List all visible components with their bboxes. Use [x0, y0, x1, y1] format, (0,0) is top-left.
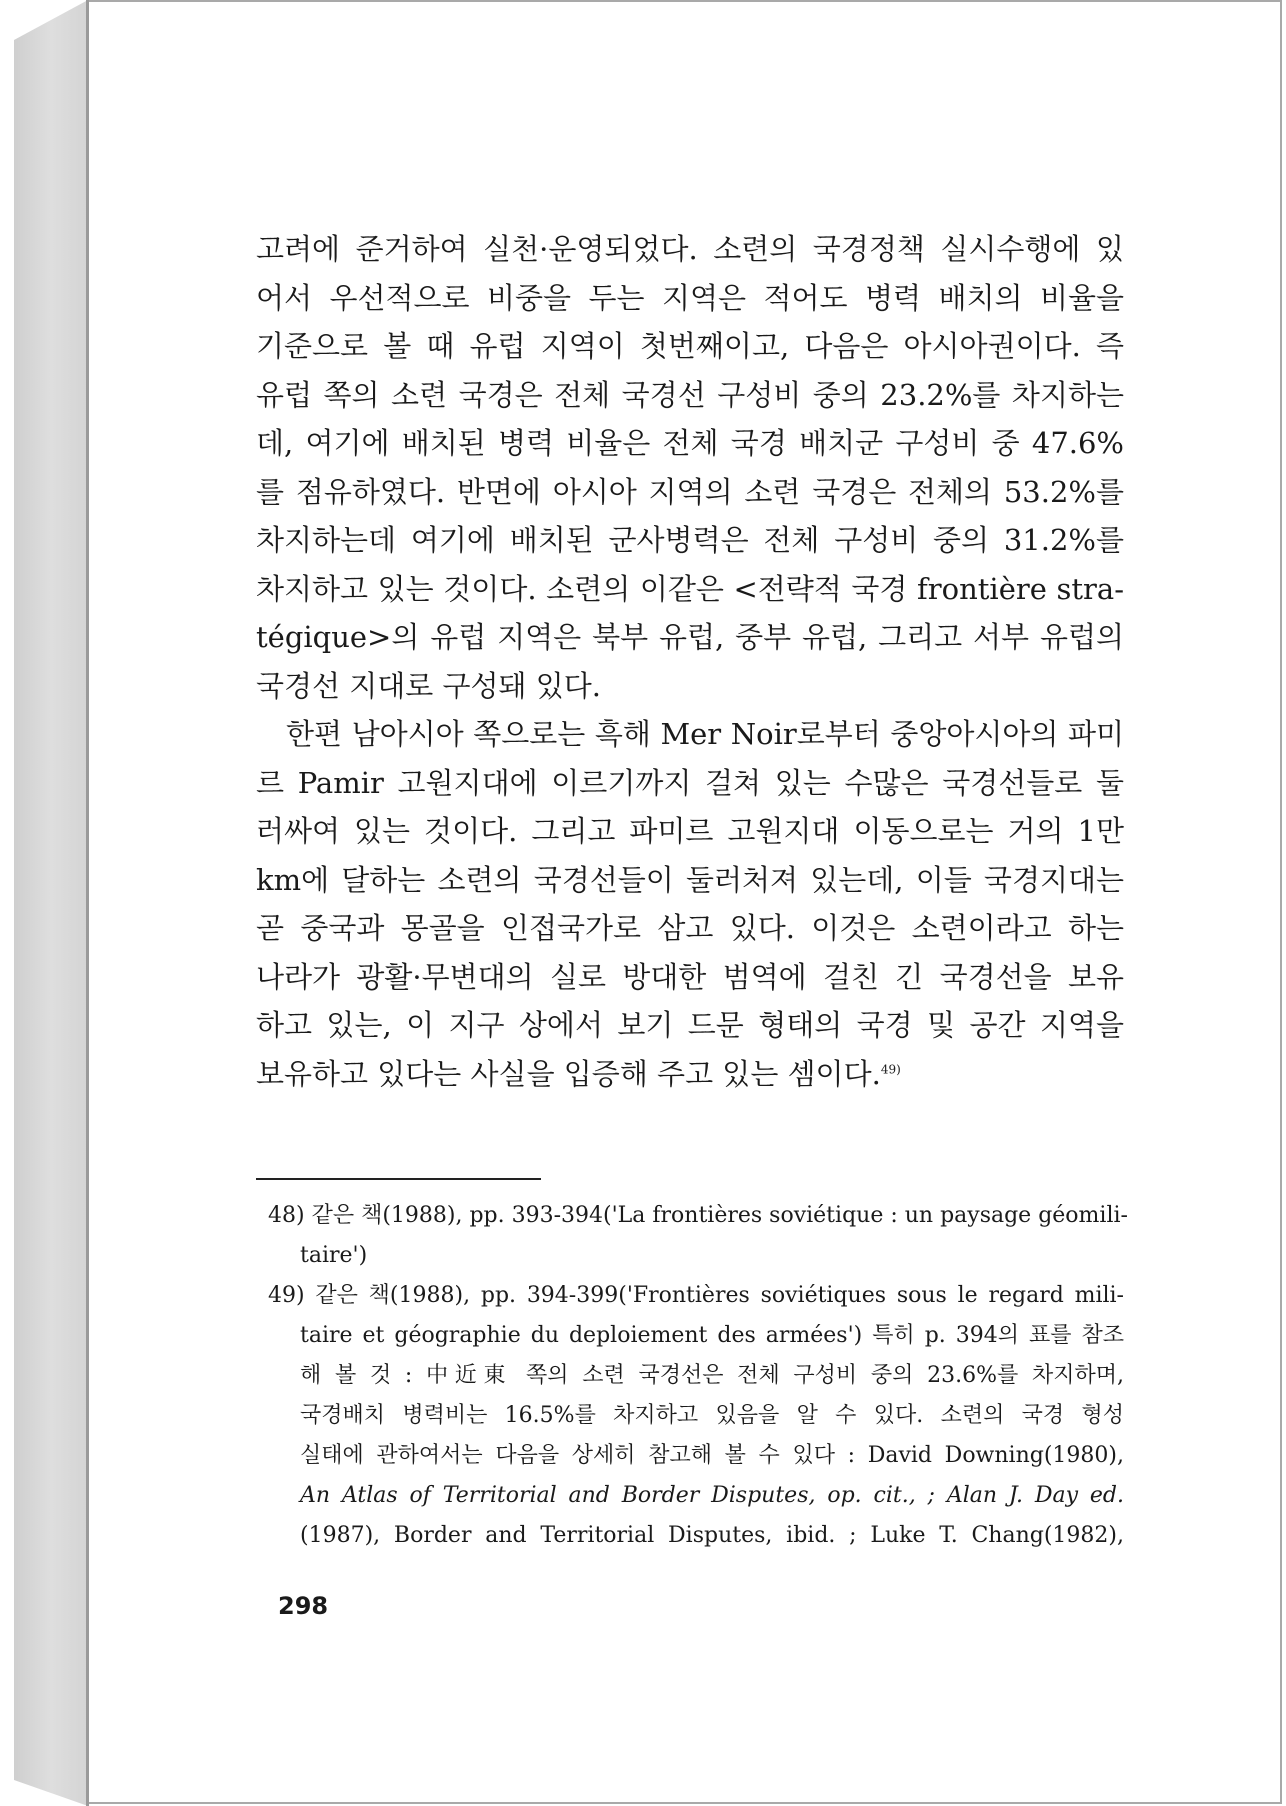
body-line-4: 유럽 쪽의 소련 국경은 전체 국경선 구성비 중의 23.2%를 차지하는 [256, 377, 1124, 412]
body-text [256, 225, 1124, 1098]
footnote-49-line-4: 국경배치 병력비는 16.5%를 차지하고 있음을 알 수 있다. 소련의 국경 형성 [300, 1403, 1124, 1428]
book-spine [14, 0, 88, 1806]
body-line-14: km에 달하는 소련의 국경선들이 둘러처져 있는데, 이들 국경지대는 [256, 862, 1124, 897]
body-line-3: 기준으로 볼 때 유럽 지역이 첫번째이고, 다음은 아시아권이다. 즉 [256, 329, 1124, 363]
footnote-49-line-3: 해 볼 것 : 中近東 쪽의 소련 국경선은 전체 구성비 중의 23.6%를 차지하며, [300, 1363, 1124, 1388]
body-line-5: 데, 여기에 배치된 병력 비율은 전체 국경 배치군 구성비 중 47.6% [256, 426, 1124, 460]
body-line-12: 르 Pamir 고원지대에 이르기까지 걸쳐 있는 수많은 국경선들로 둘 [256, 765, 1124, 800]
footnote-separator [256, 1178, 541, 1180]
body-line-9: tégique>의 유럽 지역은 북부 유럽, 중부 유럽, 그리고 서부 유럽의 [256, 620, 1124, 654]
body-line-13: 러싸여 있는 것이다. 그리고 파미르 고원지대 이동으로는 거의 1만 [256, 814, 1124, 848]
footnote-49-line-2: taire et géographie du deploiement des armées') 특히 p. 394의 표를 참조 [300, 1323, 1124, 1348]
footnote-49-line-6: An Atlas of Territorial and Border Disputes, op. cit., ; Alan J. Day ed. [300, 1483, 1124, 1508]
body-line-18-text: 보유하고 있다는 사실을 입증해 주고 있는 셈이다. [256, 1056, 881, 1091]
body-line-10: 국경선 지대로 구성돼 있다. [256, 668, 602, 703]
body-line-7: 차지하는데 여기에 배치된 군사병력은 전체 구성비 중의 31.2%를 [256, 523, 1124, 557]
footnote-reference-49[interactable]: 49) [880, 1061, 901, 1076]
body-line-11: 한편 남아시아 쪽으로는 흑해 Mer Noir로부터 중앙아시아의 파미 [286, 717, 1124, 751]
body-line-6: 를 점유하였다. 반면에 아시아 지역의 소련 국경은 전체의 53.2%를 [256, 474, 1124, 509]
footnote-48-line-2: taire') [300, 1243, 368, 1268]
footnotes [268, 1196, 1128, 1556]
footnote-49-line-5: 실태에 관하여서는 다음을 상세히 참고해 볼 수 있다 : David Downing(1980), [300, 1443, 1124, 1468]
footnote-48-line-1: 48) 같은 책(1988), pp. 393-394('La frontières soviétique : un paysage géomili- [268, 1203, 1128, 1228]
body-line-16: 나라가 광활·무변대의 실로 방대한 범역에 걸친 긴 국경선을 보유 [256, 959, 1124, 994]
footnote-49-line-7: (1987), Border and Territorial Disputes, ibid. ; Luke T. Chang(1982), [300, 1523, 1124, 1548]
body-line-15: 곧 중국과 몽골을 인접국가로 삼고 있다. 이것은 소련이라고 하는 [256, 911, 1124, 945]
page-number: 298 [278, 1592, 329, 1620]
body-line-2: 어서 우선적으로 비중을 두는 지역은 적어도 병력 배치의 비율을 [256, 280, 1124, 315]
footnote-49-line-1: 49) 같은 책(1988), pp. 394-399('Frontières soviétiques sous le regard mili- [268, 1283, 1124, 1308]
body-line-1: 고려에 준거하여 실천·운영되었다. 소련의 국경정책 실시수행에 있 [256, 232, 1124, 266]
footnote-49 [268, 1276, 1124, 1556]
body-line-17: 하고 있는, 이 지구 상에서 보기 드문 형태의 국경 및 공간 지역을 [256, 1008, 1124, 1042]
body-line-18 [256, 1050, 1124, 1099]
body-line-8: 차지하고 있는 것이다. 소련의 이같은 <전략적 국경 frontière stra- [256, 571, 1124, 606]
footnote-48 [268, 1196, 1128, 1276]
